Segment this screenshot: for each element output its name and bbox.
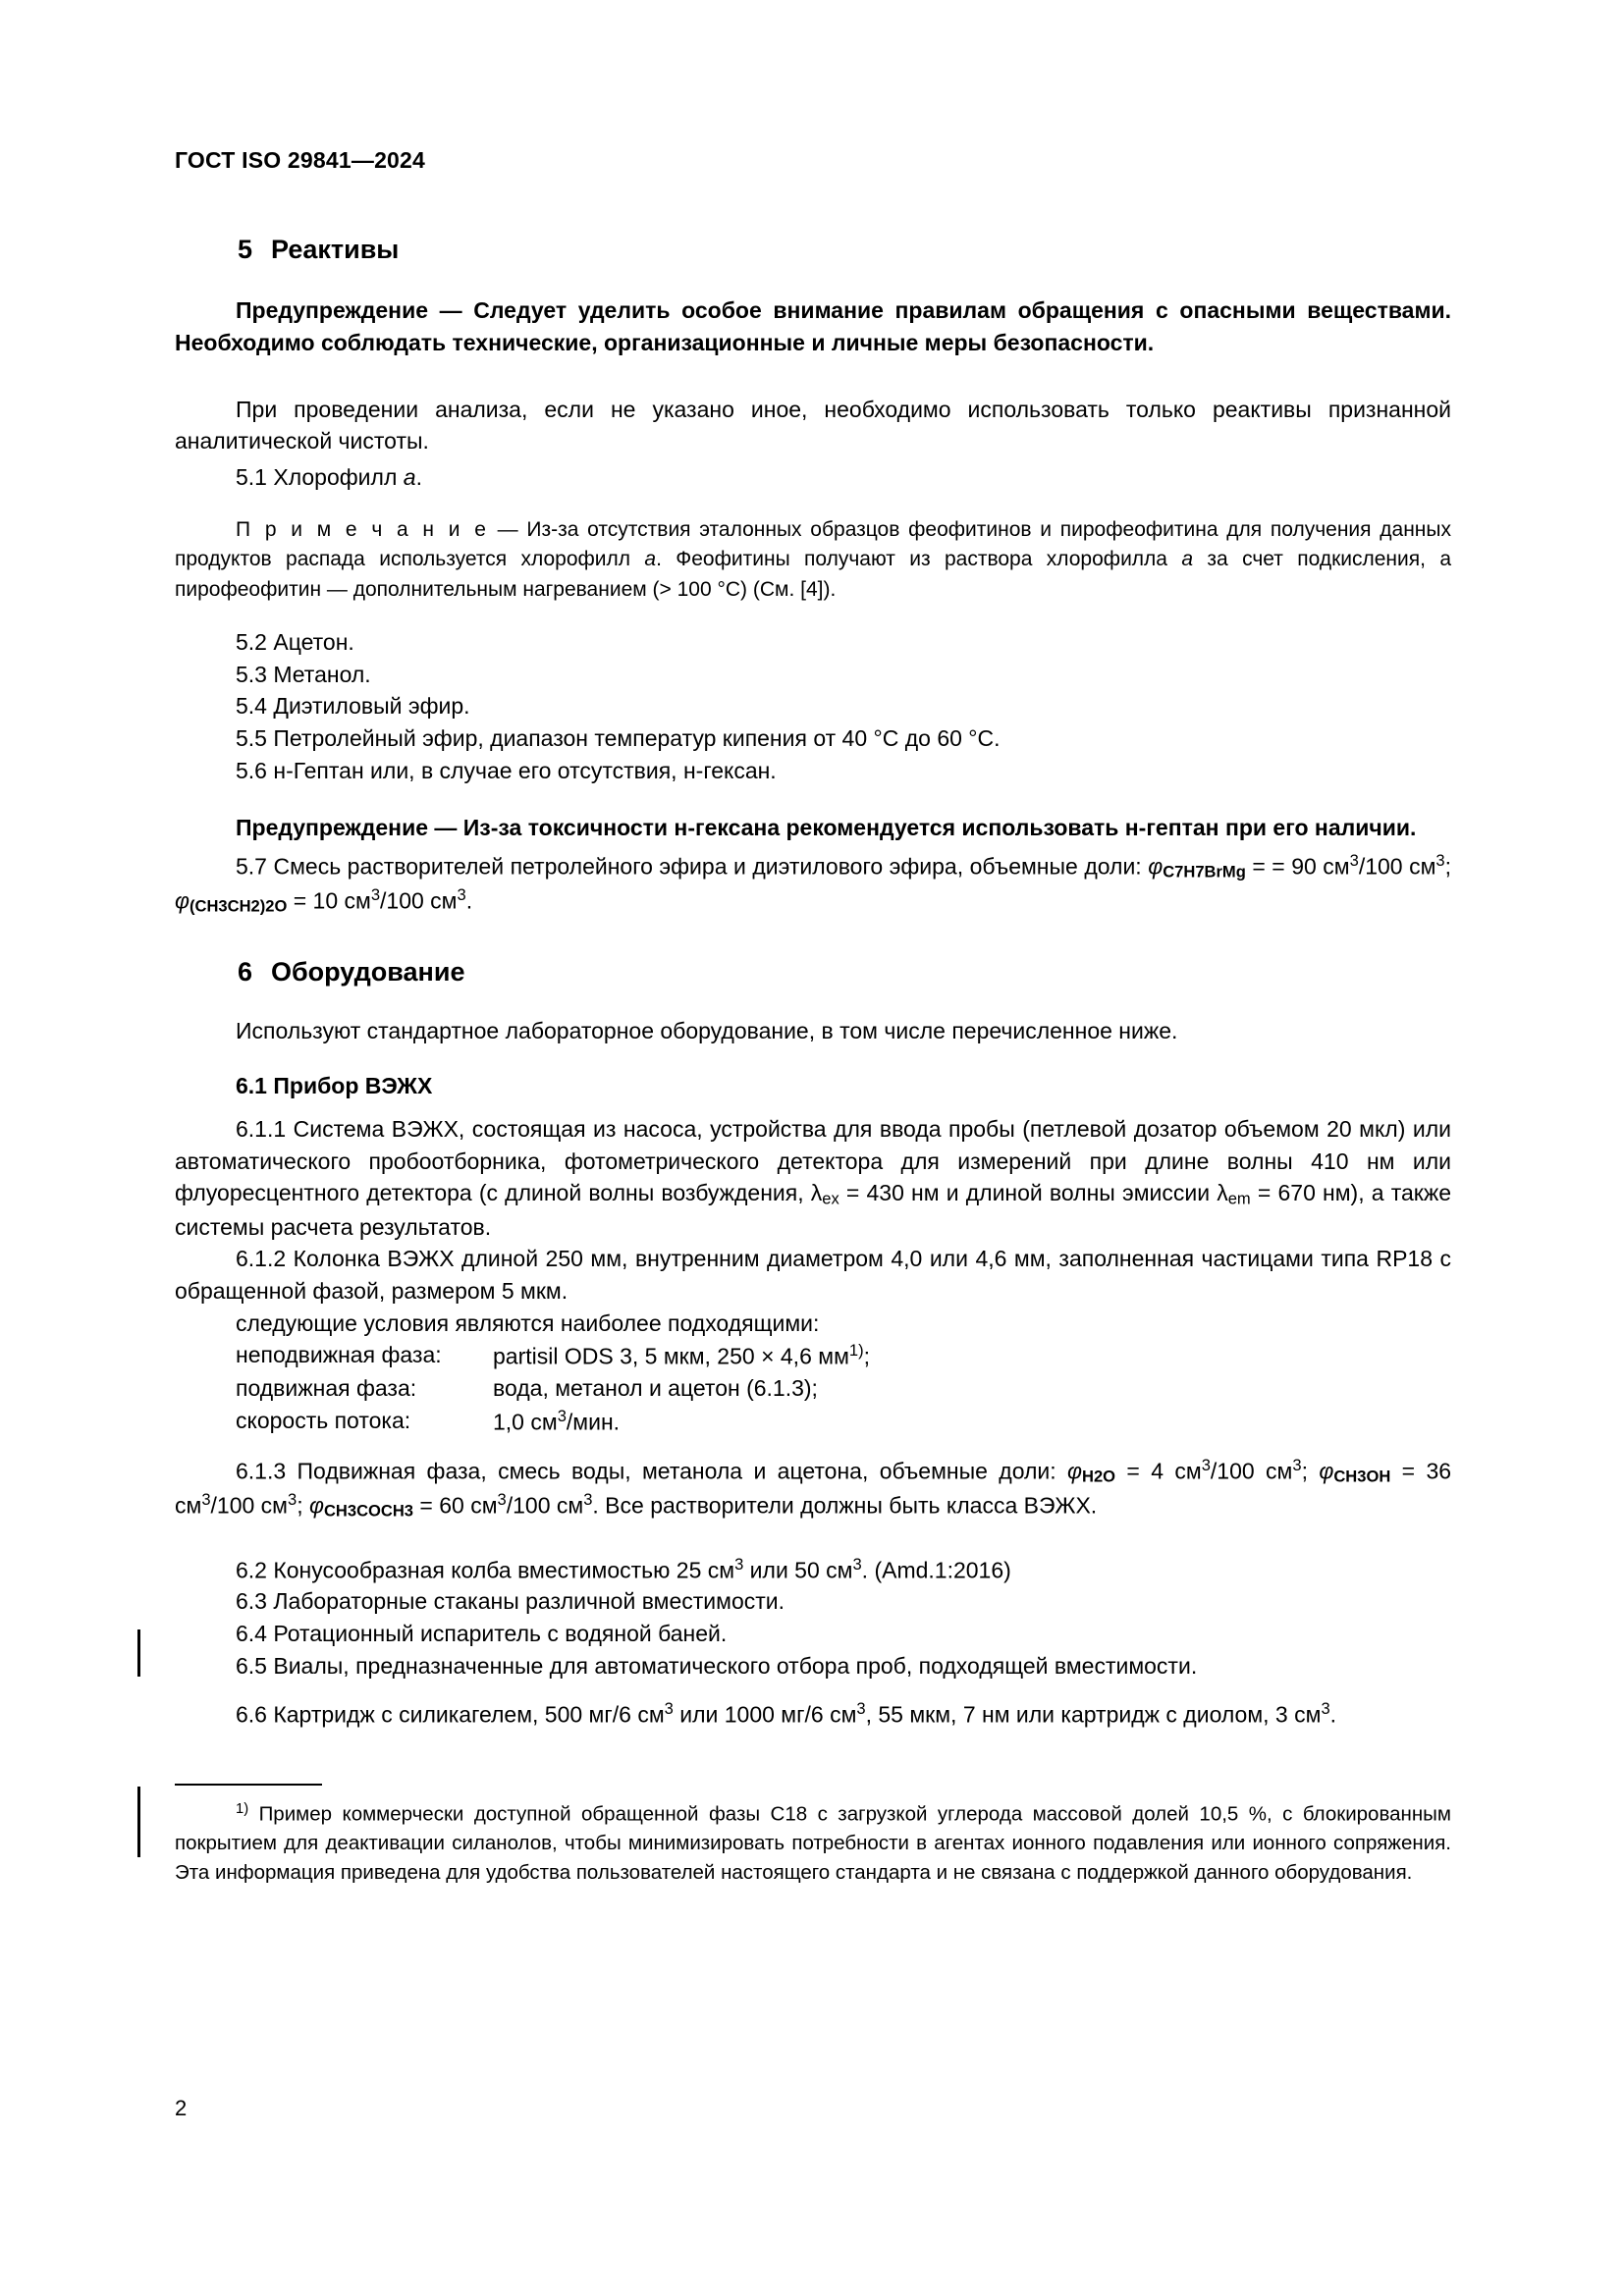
item-6-1-3-d: ; [1301,1457,1320,1483]
conditions-value [493,1339,1451,1372]
item-6-1-3-i: /100 см [506,1492,584,1519]
phi-sub-ch3oh: CH3OH [1333,1467,1391,1486]
item-5-3: 5.3 Метанол. [236,661,371,687]
item-6-2-b: или 50 см [743,1556,853,1582]
item-5-1-italic: a [403,464,416,490]
note-paragraph [175,515,1451,605]
item-5-1-prefix: 5.1 Хлорофилл [236,464,404,490]
item-6-1-1-a: 6.1.1 Система ВЭЖХ, состоящая из насоса, устройства для ввода пробы (петлевой дозатор объемом 20 мкл) или автоматического пробоотборника, фотометрического детектора для измерений при длине волны 410 нм или флуоресцентного детектора (с длиной волны возбуждения, [175,1116,1451,1206]
item-6-1-3-b: = 4 см [1115,1457,1202,1483]
item-6-5: 6.5 Виалы, предназначенные для автоматического отбора проб, подходящей вместимости. [236,1652,1198,1679]
note-text-1: — Из-за отсутствия эталонных образцов феофитинов и пирофеофитина для получения данных продуктов распада используется хлорофилл [175,517,1451,571]
item-5-7-mid2: /100 см [1358,852,1436,879]
conditions-value-tail: /мин. [566,1409,621,1435]
phi-symbol-5: φ [308,1492,324,1519]
item-6-6-sup2: 3 [856,1699,866,1719]
item-5-6: 5.6 н-Гептан или, в случае его отсутствия, н-гексан. [236,757,777,783]
conditions-label: неподвижная фаза: [236,1342,442,1368]
item-6-1-3-f: /100 см [210,1492,288,1519]
conditions-row [236,1339,1451,1372]
conditions-table [175,1339,1451,1438]
spacer [175,1682,1451,1697]
item-6-2-sup2: 3 [852,1554,862,1574]
item-5-7-mid: = = 90 см [1245,852,1350,879]
item-6-1-3-g: ; [297,1492,309,1519]
item-6-6-b: или 1000 мг/6 см [673,1701,857,1728]
sup-1: 3 [1349,850,1359,870]
conditions-value-sup: 3 [557,1406,567,1425]
page-content [175,147,1451,1888]
sup-d: 3 [287,1490,298,1510]
section-heading-5 [175,235,1451,265]
conditions-intro: следующие условия являются наиболее подходящими: [236,1309,820,1336]
footnote-text: Пример коммерчески доступной обращенной фазы С18 с загрузкой углерода массовой долей 10,5 %, с блокированным покрытием для деактивации силанолов, чтобы минимизировать потребности в агентах ионного подавления или ионного сопряжения. Эта информация приведена для удобства пользователей настоящего стандарта и не связана с поддержкой данного оборудования. [175,1802,1451,1885]
phi-sub-ch3coch3: CH3COCH3 [323,1502,414,1522]
sup-2: 3 [1435,850,1445,870]
item-6-3: 6.3 Лабораторные стаканы различной вместимости. [236,1588,785,1615]
item-5-5: 5.5 Петролейный эфир, диапазон температур кипения от 40 °С до 60 °С. [236,724,1001,751]
conditions-value-text: 1,0 см [493,1409,558,1435]
sup-c: 3 [201,1490,211,1510]
sup-b: 3 [1292,1455,1302,1474]
sup-3: 3 [370,885,381,905]
conditions-value-text: вода, метанол и ацетон (6.1.3); [493,1375,818,1402]
section-title-6: Оборудование [271,957,465,988]
item-6-1-1-b: = 430 нм и длиной волны эмиссии [839,1180,1218,1206]
phi-sub-h2o: H2O [1082,1467,1116,1486]
item-6-4: 6.4 Ротационный испаритель с водяной баней. [236,1621,728,1647]
item-6-1-3 [175,1454,1451,1523]
item-6-1-3-c: /100 см [1210,1457,1293,1483]
conditions-value-text: partisil ODS 3, 5 мкм, 250 × 4,6 мм [493,1343,849,1369]
document-header: ГОСТ ISO 29841—2024 [175,147,426,173]
change-bar-2 [137,1787,140,1857]
warning-paragraph-1: Предупреждение — Следует уделить особое внимание правилам обращения с опасными веществами. Необходимо соблюдать технические, организационные и личные меры безопасности. [175,297,1451,356]
spacer [175,786,1451,812]
conditions-row [236,1405,1451,1438]
conditions-value [493,1372,1451,1405]
item-5-7-tail: = 10 см [287,887,371,914]
note-italic-1: a [644,548,657,571]
phi-symbol-3: φ [1067,1457,1083,1483]
note-text-2: . Феофитины получают из раствора хлорофилла [656,548,1182,571]
note-italic-2: a [1181,548,1194,571]
section-number-6: 6 [238,957,253,988]
item-6-2 [175,1553,1451,1586]
item-5-1 [175,461,1451,494]
item-6-1-3-a: 6.1.3 Подвижная фаза, смесь воды, метанола и ацетона, объемные доли: [236,1457,1068,1483]
sup-e: 3 [497,1490,507,1510]
lambda-ex: λ [810,1180,823,1206]
footnote-divider [175,1784,322,1786]
spacer [175,1527,1451,1553]
sup-f: 3 [583,1490,593,1510]
page-number: 2 [175,2096,188,2120]
item-5-2: 5.2 Ацетон. [236,628,354,655]
item-6-6-a: 6.6 Картридж с силикагелем, 500 мг/6 см [236,1701,665,1728]
item-6-6-sup3: 3 [1321,1699,1330,1719]
item-6-1-1-c: = 670 нм), а также системы расчета результатов. [175,1180,1451,1240]
item-6-2-sup1: 3 [734,1554,744,1574]
conditions-label: подвижная фаза: [236,1375,417,1402]
item-5-7-text: 5.7 Смесь растворителей петролейного эфира и диэтилового эфира, объемные доли: [236,852,1149,879]
item-6-6 [175,1697,1451,1731]
item-6-6-c: , 55 мкм, 7 нм или картридж с диолом, 3 см [865,1701,1322,1728]
equipment-intro: Используют стандартное лабораторное оборудование, в том числе перечисленное ниже. [236,1018,1178,1044]
sup-a: 3 [1201,1455,1211,1474]
item-5-4: 5.4 Диэтиловый эфир. [236,693,470,720]
item-5-7 [175,849,1451,919]
note-text-3: за счет подкисления, а пирофеофитин — дополнительным нагреванием (> 100 °С) (См. [4]). [175,548,1452,601]
item-5-7-sep: ; [1444,852,1452,879]
section-heading-6 [175,957,1451,988]
item-6-1-3-e: = 36 см [175,1457,1452,1519]
phi-symbol-1: φ [1148,852,1164,879]
conditions-value-tail: ; [863,1343,870,1369]
item-6-1-3-j: . Все растворители должны быть класса ВЭЖХ. [592,1492,1098,1519]
footnote-ref: 1) [848,1341,864,1361]
footnote-marker: 1) [236,1801,249,1818]
phi-symbol-4: φ [1319,1457,1334,1483]
section-number-5: 5 [238,235,253,264]
spacer [175,918,1451,957]
item-6-6-d: . [1329,1701,1337,1728]
item-5-7-tail2: /100 см [380,887,458,914]
lambda-ex-sub: ex [822,1190,839,1209]
item-6-2-a: 6.2 Конусообразная колба вместимостью 25 см [236,1556,735,1582]
lambda-em-sub: em [1227,1190,1251,1209]
reagents-intro: При проведении анализа, если не указано иное, необходимо использовать только реактивы признанной аналитической чистоты. [175,396,1451,454]
warning-paragraph-2: Предупреждение — Из-за токсичности н-гексана рекомендуется использовать н-гептан при его наличии. [236,815,1417,841]
item-6-6-sup1: 3 [664,1699,674,1719]
subsection-6-1-title: 6.1 Прибор ВЭЖХ [236,1073,433,1099]
item-5-7-end: . [465,887,473,914]
lambda-em: λ [1217,1180,1228,1206]
footnote [175,1799,1451,1888]
conditions-row [236,1372,1451,1405]
item-6-2-c: . (Amd.1:2016) [861,1556,1011,1582]
item-6-1-3-h: = 60 см [413,1492,498,1519]
section-title-5: Реактивы [271,235,400,264]
phi-sub-2: (CH3CH2)2O [189,896,288,916]
note-label: П р и м е ч а н и е [236,517,489,541]
phi-symbol-2: φ [175,887,190,914]
item-6-1-1 [175,1113,1451,1243]
item-6-1-2: 6.1.2 Колонка ВЭЖХ длиной 250 мм, внутренним диаметром 4,0 или 4,6 мм, заполненная частицами типа RP18 с обращенной фазой, размером 5 мкм. [175,1246,1451,1304]
phi-sub-1: C7H7BrMg [1163,862,1246,881]
conditions-label: скорость потока: [236,1407,411,1433]
sup-4: 3 [457,885,466,905]
conditions-value [493,1405,1451,1438]
change-bar-1 [137,1629,140,1677]
spacer [175,1438,1451,1454]
item-5-1-suffix: . [415,464,422,490]
